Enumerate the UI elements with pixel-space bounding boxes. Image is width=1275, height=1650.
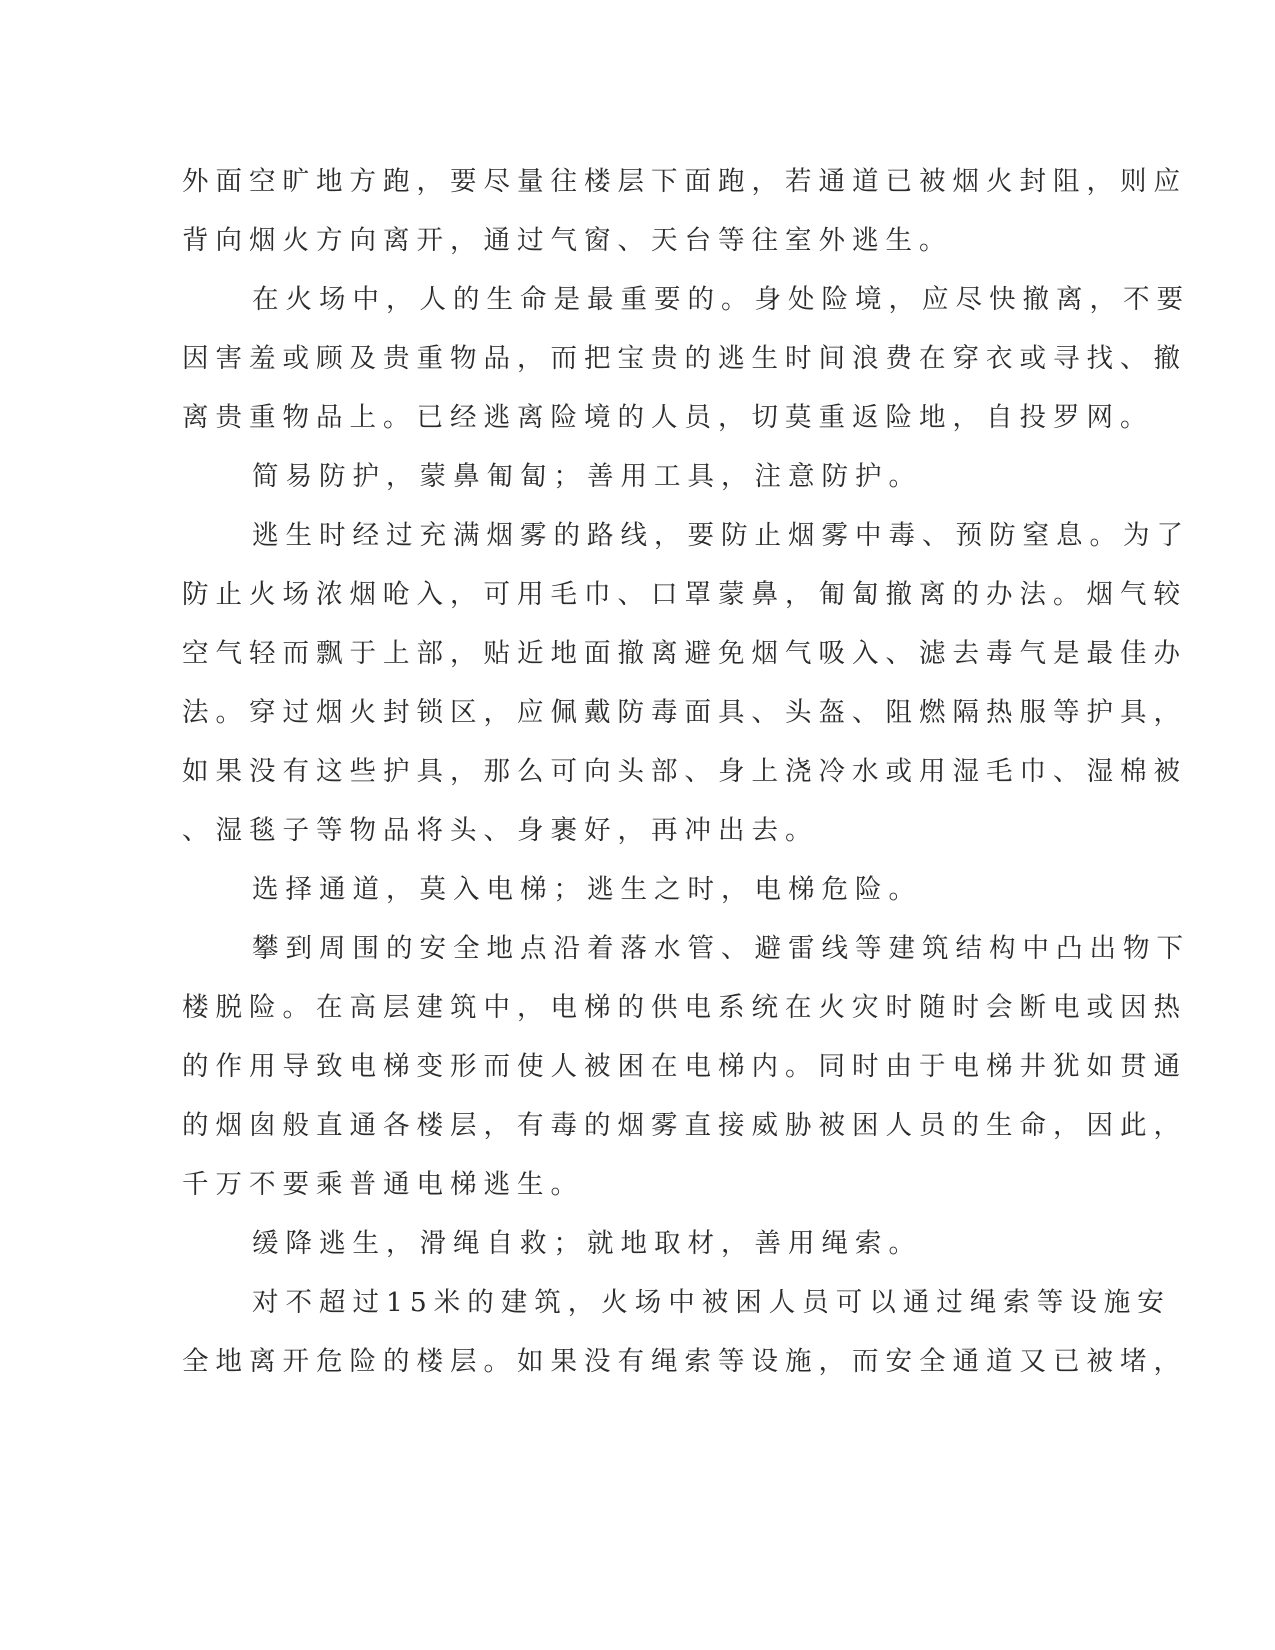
paragraph-start: 逃生时经过充满烟雾的路线，要防止烟雾中毒、预防窒息。为了 bbox=[252, 520, 1190, 551]
text-line: 的烟囱般直通各楼层，有毒的烟雾直接威胁被困人员的生命，因此， bbox=[182, 1110, 1187, 1141]
text-line: 、湿毯子等物品将头、身裹好，再冲出去。 bbox=[182, 815, 819, 846]
text-line: 如果没有这些护具，那么可向头部、身上浇冷水或用湿毛巾、湿棉被 bbox=[182, 756, 1187, 787]
text-line: 法。穿过烟火封锁区，应佩戴防毒面具、头盔、阻燃隔热服等护具， bbox=[182, 697, 1187, 728]
text-line: 外面空旷地方跑，要尽量往楼层下面跑，若通道已被烟火封阻，则应 bbox=[182, 166, 1187, 197]
text-line: 楼脱险。在高层建筑中，电梯的供电系统在火灾时随时会断电或因热 bbox=[182, 992, 1187, 1023]
section-heading: 缓降逃生，滑绳自救；就地取材，善用绳索。 bbox=[252, 1228, 922, 1259]
text-line: 空气轻而飘于上部，贴近地面撤离避免烟气吸入、滤去毒气是最佳办 bbox=[182, 638, 1187, 669]
paragraph-start: 在火场中，人的生命是最重要的。身处险境，应尽快撤离，不要 bbox=[252, 284, 1190, 315]
text-line: 防止火场浓烟呛入，可用毛巾、口罩蒙鼻，匍匐撤离的办法。烟气较 bbox=[182, 579, 1187, 610]
text-line: 的作用导致电梯变形而使人被困在电梯内。同时由于电梯井犹如贯通 bbox=[182, 1051, 1187, 1082]
text-line: 背向烟火方向离开，通过气窗、天台等往室外逃生。 bbox=[182, 225, 953, 256]
section-heading: 选择通道，莫入电梯；逃生之时，电梯危险。 bbox=[252, 874, 922, 905]
text-line: 千万不要乘普通电梯逃生。 bbox=[182, 1169, 584, 1200]
paragraph-start: 对不超过15米的建筑，火场中被困人员可以通过绳索等设施安 bbox=[252, 1287, 1171, 1318]
text-line: 因害羞或顾及贵重物品，而把宝贵的逃生时间浪费在穿衣或寻找、撤 bbox=[182, 343, 1187, 374]
text-line: 离贵重物品上。已经逃离险境的人员，切莫重返险地，自投罗网。 bbox=[182, 402, 1154, 433]
paragraph-start: 攀到周围的安全地点沿着落水管、避雷线等建筑结构中凸出物下 bbox=[252, 933, 1190, 964]
section-heading: 简易防护，蒙鼻匍匐；善用工具，注意防护。 bbox=[252, 461, 922, 492]
text-line: 全地离开危险的楼层。如果没有绳索等设施，而安全通道又已被堵， bbox=[182, 1346, 1187, 1377]
